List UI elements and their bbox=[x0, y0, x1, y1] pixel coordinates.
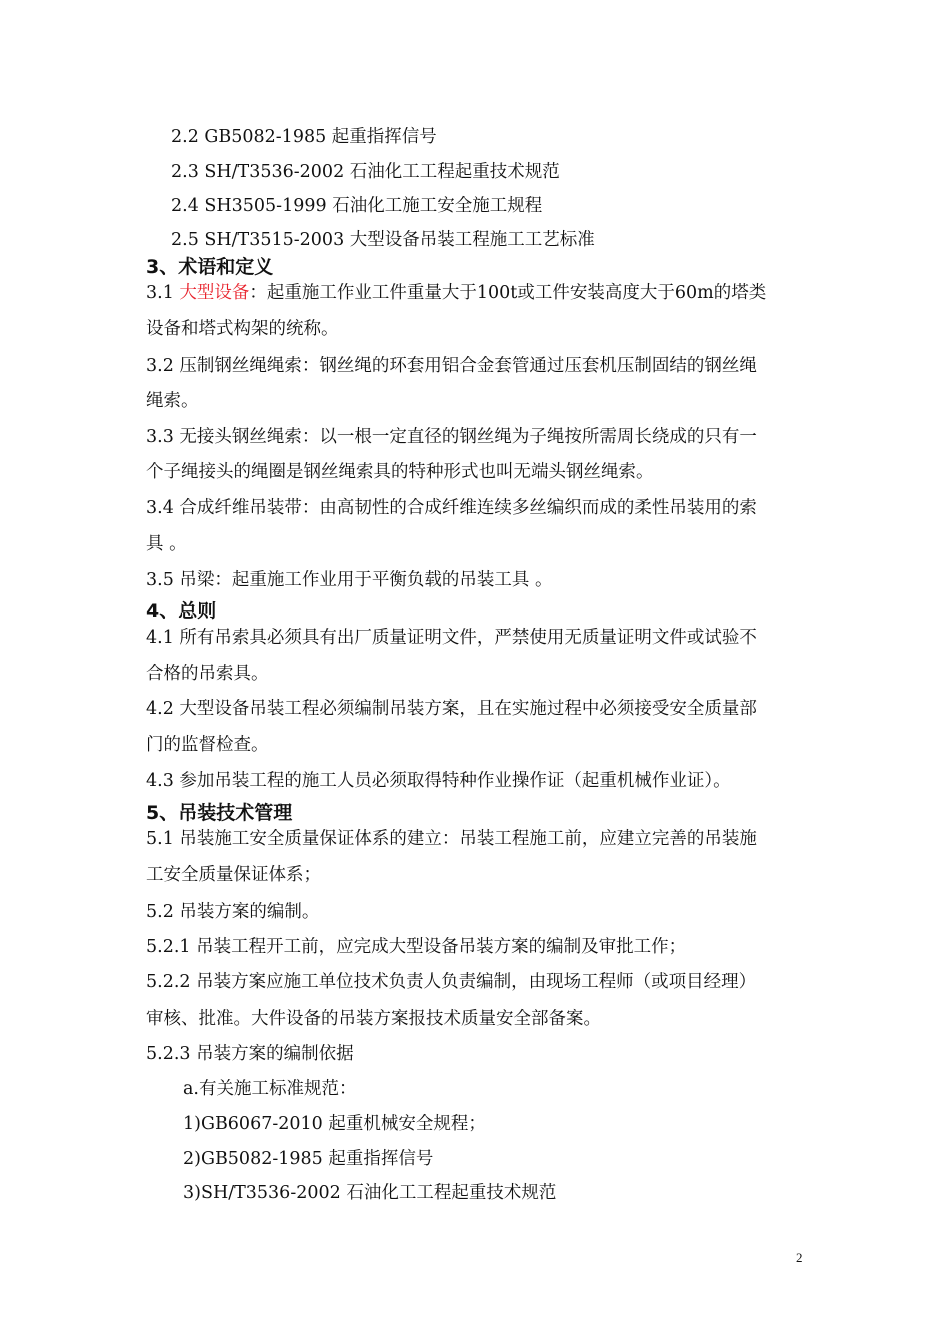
paragraph-line: 4.1 所有吊索具必须具有出厂质量证明文件，严禁使用无质量证明文件或试验不 bbox=[146, 628, 757, 648]
paragraph-line: 设备和塔式构架的统称。 bbox=[146, 319, 339, 339]
sub-list-item: a.有关施工标准规范： bbox=[183, 1079, 357, 1099]
paragraph-line: 合格的吊索具。 bbox=[146, 664, 269, 684]
paragraph-line: 门的监督检查。 bbox=[146, 735, 269, 755]
standard-item: 2.2 GB5082-1985 起重指挥信号 bbox=[171, 127, 437, 147]
paragraph-line: 审核、批准。大件设备的吊装方案报技术质量安全部备案。 bbox=[146, 1009, 601, 1029]
paragraph-line: 5.2 吊装方案的编制。 bbox=[146, 902, 320, 922]
highlighted-term: 大型设备 bbox=[179, 283, 250, 303]
sub-list-item: 2)GB5082-1985 起重指挥信号 bbox=[183, 1149, 434, 1169]
paragraph-line: 具 。 bbox=[146, 534, 187, 554]
section-heading: 4、总则 bbox=[146, 600, 217, 622]
paragraph-line: 5.2.3 吊装方案的编制依据 bbox=[146, 1044, 354, 1064]
section-heading: 3、术语和定义 bbox=[146, 256, 274, 278]
paragraph-line: 4.2 大型设备吊装工程必须编制吊装方案，且在实施过程中必须接受安全质量部 bbox=[146, 699, 757, 719]
paragraph-line: 绳索。 bbox=[146, 391, 199, 411]
paragraph-line: 个子绳接头的绳圈是钢丝绳索具的特种形式也叫无端头钢丝绳索。 bbox=[146, 462, 654, 482]
paragraph-line: 3.3 无接头钢丝绳索：以一根一定直径的钢丝绳为子绳按所需周长绕成的只有一 bbox=[146, 427, 757, 447]
standard-item: 2.5 SH/T3515-2003 大型设备吊装工程施工工艺标准 bbox=[171, 230, 595, 250]
paragraph-line: 工安全质量保证体系； bbox=[146, 865, 321, 885]
section-heading: 5、吊装技术管理 bbox=[146, 802, 293, 824]
paragraph-line bbox=[146, 282, 814, 304]
standard-item: 2.4 SH3505-1999 石油化工施工安全施工规程 bbox=[171, 196, 543, 216]
page-number: 2 bbox=[796, 1250, 803, 1265]
paragraph-line: 3.2 压制钢丝绳绳索：钢丝绳的环套用铝合金套管通过压套机压制固结的钢丝绳 bbox=[146, 356, 757, 376]
paragraph-line: 3.4 合成纤维吊装带：由高韧性的合成纤维连续多丝编织而成的柔性吊装用的索 bbox=[146, 498, 757, 518]
paragraph-line: 4.3 参加吊装工程的施工人员必须取得特种作业操作证（起重机械作业证）。 bbox=[146, 771, 731, 791]
paragraph-line: 5.1 吊装施工安全质量保证体系的建立：吊装工程施工前，应建立完善的吊装施 bbox=[146, 829, 757, 849]
sub-list-item: 3)SH/T3536-2002 石油化工工程起重技术规范 bbox=[183, 1183, 557, 1203]
standard-item: 2.3 SH/T3536-2002 石油化工工程起重技术规范 bbox=[171, 162, 560, 182]
term-definition: ：起重施工作业工件重量大于100t或工件安装高度大于60m的塔类 bbox=[249, 283, 767, 303]
paragraph-line: 5.2.2 吊装方案应施工单位技术负责人负责编制，由现场工程师（或项目经理） bbox=[146, 972, 757, 992]
paragraph-line: 5.2.1 吊装工程开工前，应完成大型设备吊装方案的编制及审批工作； bbox=[146, 937, 687, 957]
item-number: 3.1 bbox=[146, 283, 180, 303]
paragraph-line: 3.5 吊梁：起重施工作业用于平衡负载的吊装工具 。 bbox=[146, 570, 553, 590]
sub-list-item: 1)GB6067-2010 起重机械安全规程； bbox=[183, 1114, 486, 1134]
